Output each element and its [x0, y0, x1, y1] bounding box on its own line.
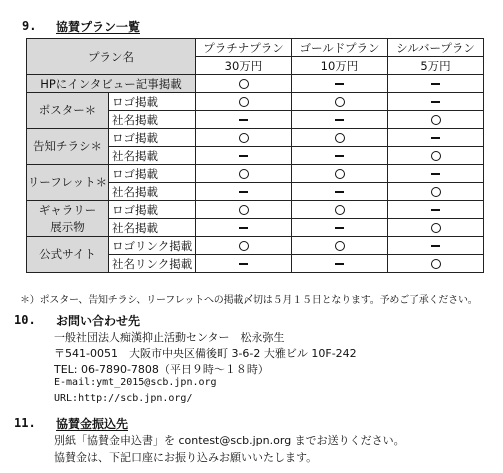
plan-cell: [388, 165, 484, 183]
deadline-note: ＊）ポスター、告知チラシ、リーフレットへの掲載〆切は５月１５日となります。予めご了承ください。: [20, 295, 478, 306]
row-group-label: HPにインタビュー記事掲載: [27, 75, 196, 93]
dash-mark-icon: [335, 83, 344, 84]
circle-mark-icon: [335, 169, 345, 179]
plan-cell: [196, 255, 292, 273]
plan-cell: [388, 111, 484, 129]
payment-instruction-2: 協賛金は、下記口座にお振り込みお願いいたします。: [54, 451, 318, 464]
plan-cell: [292, 147, 388, 165]
contact-email[interactable]: E-mail:ymt_2015@scb.jpn.org: [54, 377, 217, 388]
row-item-label: ロゴ掲載: [109, 129, 196, 147]
row-group-label-text: ポスター＊: [38, 103, 97, 117]
table-row: [27, 129, 484, 147]
circle-mark-icon: [239, 79, 249, 89]
circle-mark-icon: [239, 133, 249, 143]
plan-name-header: プラン名: [27, 39, 196, 75]
plan-cell: [196, 93, 292, 111]
row-group-label-text: 告知チラシ＊: [33, 139, 102, 153]
row-item-label: 社名掲載: [109, 219, 196, 237]
plan-cell: [292, 129, 388, 147]
dash-mark-icon: [335, 119, 344, 120]
plan-cell: [292, 75, 388, 93]
dash-mark-icon: [239, 155, 248, 156]
row-group-label-text: 公式サイト: [39, 247, 96, 261]
plan-cell: [196, 183, 292, 201]
circle-mark-icon: [431, 259, 441, 269]
dash-mark-icon: [335, 263, 344, 264]
circle-mark-icon: [431, 151, 441, 161]
plan-cell: [196, 147, 292, 165]
row-item-label: 社名リンク掲載: [109, 255, 196, 273]
plan-cell: [388, 237, 484, 255]
plan-cell: [388, 129, 484, 147]
table-row: [27, 237, 484, 255]
plan-cell: [388, 183, 484, 201]
plan-cell: [292, 237, 388, 255]
row-item-label: ロゴ掲載: [109, 201, 196, 219]
plan-cell: [196, 201, 292, 219]
plan-cell: [388, 147, 484, 165]
dash-mark-icon: [239, 119, 248, 120]
row-group-label-text: リーフレット＊: [27, 175, 108, 189]
plan-column-price: 30万円: [196, 57, 292, 75]
plan-cell: [292, 93, 388, 111]
dash-mark-icon: [239, 227, 248, 228]
dash-mark-icon: [335, 227, 344, 228]
row-item-label: 社名掲載: [109, 183, 196, 201]
section-11-number: 11.: [14, 416, 36, 430]
section-10-title: お問い合わせ先: [56, 314, 141, 328]
section-11-title: 協賛金振込先: [56, 417, 129, 431]
row-group-label: [27, 165, 109, 201]
contact-address: 〒541-0051 大阪市中央区備後町 3-6-2 大雅ビル 10F-242: [54, 347, 357, 360]
circle-mark-icon: [335, 241, 345, 251]
circle-mark-icon: [335, 97, 345, 107]
plan-cell: [292, 165, 388, 183]
contact-url[interactable]: URL:http://scb.jpn.org/: [54, 393, 193, 404]
plan-column-name: シルバープラン: [388, 39, 484, 57]
plan-cell: [388, 93, 484, 111]
row-group-label: [27, 129, 109, 165]
dash-mark-icon: [239, 191, 248, 192]
circle-mark-icon: [431, 187, 441, 197]
table-row: [27, 165, 484, 183]
circle-mark-icon: [431, 223, 441, 233]
plan-cell: [292, 201, 388, 219]
circle-mark-icon: [335, 205, 345, 215]
dash-mark-icon: [431, 173, 440, 174]
circle-mark-icon: [335, 133, 345, 143]
dash-mark-icon: [335, 191, 344, 192]
contact-organization: 一般社団法人痴漢抑止活動センター 松永弥生: [54, 331, 285, 344]
row-item-label: 社名掲載: [109, 147, 196, 165]
table-row: [27, 201, 484, 219]
circle-mark-icon: [239, 205, 249, 215]
row-group-label-text: ギャラリー展示物: [38, 202, 97, 234]
dash-mark-icon: [431, 209, 440, 210]
plan-cell: [196, 165, 292, 183]
plan-cell: [388, 219, 484, 237]
plan-cell: [292, 255, 388, 273]
table-row: [27, 93, 484, 111]
row-item-label: ロゴリンク掲載: [109, 237, 196, 255]
plan-cell: [292, 111, 388, 129]
dash-mark-icon: [431, 101, 440, 102]
plan-cell: [388, 255, 484, 273]
plan-cell: [388, 201, 484, 219]
row-group-label: [27, 201, 109, 237]
sponsorship-plan-table: [26, 38, 484, 273]
plan-cell: [292, 219, 388, 237]
plan-cell: [292, 183, 388, 201]
plan-cell: [196, 75, 292, 93]
plan-cell: [388, 75, 484, 93]
section-9-title: 協賛プラン一覧: [56, 20, 141, 34]
circle-mark-icon: [239, 169, 249, 179]
dash-mark-icon: [431, 137, 440, 138]
dash-mark-icon: [335, 155, 344, 156]
circle-mark-icon: [239, 241, 249, 251]
row-group-label: [27, 237, 109, 273]
plan-column-name: プラチナプラン: [196, 39, 292, 57]
plan-cell: [196, 219, 292, 237]
section-9-number: 9.: [22, 19, 37, 33]
row-item-label: ロゴ掲載: [109, 165, 196, 183]
dash-mark-icon: [239, 263, 248, 264]
header-row-names: [27, 39, 484, 57]
dash-mark-icon: [431, 245, 440, 246]
dash-mark-icon: [431, 83, 440, 84]
circle-mark-icon: [431, 115, 441, 125]
plan-column-price: 10万円: [292, 57, 388, 75]
plan-column-name: ゴールドプラン: [292, 39, 388, 57]
table-row: [27, 75, 484, 93]
circle-mark-icon: [239, 97, 249, 107]
section-10-number: 10.: [14, 313, 36, 327]
contact-phone: TEL: 06-7890-7808（平日９時～１８時）: [54, 363, 269, 376]
plan-column-price: 5万円: [388, 57, 484, 75]
payment-instruction-1: 別紙「協賛金申込書」を contest@scb.jpn.org までお送りください。: [54, 434, 405, 447]
row-group-label: [27, 93, 109, 129]
plan-cell: [196, 237, 292, 255]
plan-cell: [196, 111, 292, 129]
row-item-label: 社名掲載: [109, 111, 196, 129]
row-item-label: ロゴ掲載: [109, 93, 196, 111]
plan-cell: [196, 129, 292, 147]
